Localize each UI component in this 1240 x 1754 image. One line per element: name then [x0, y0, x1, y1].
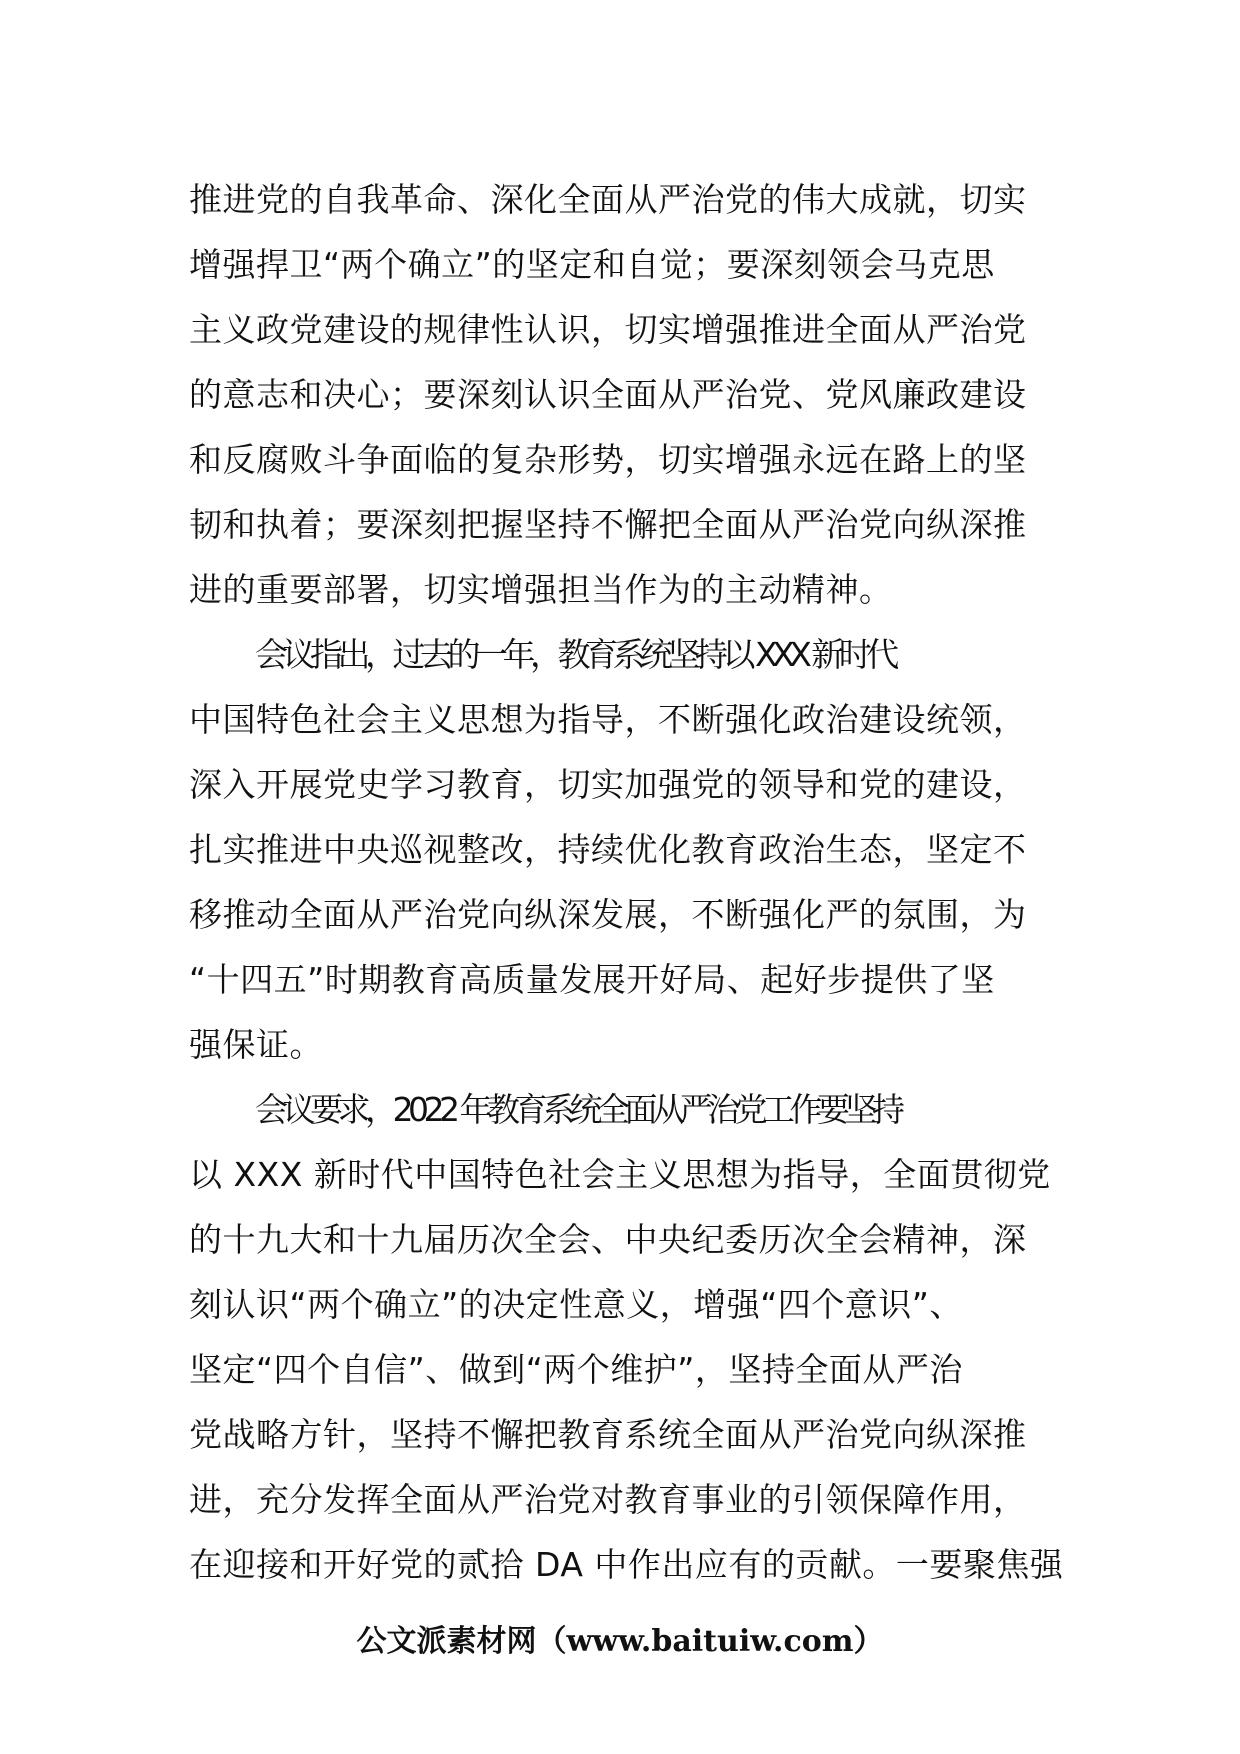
text-line: 移推动全面从严治党向纵深发展，不断强化严的氛围，为: [189, 895, 1027, 934]
text-line: 增强捍卫“两个确立”的坚定和自觉；要深刻领会马克思: [189, 245, 995, 284]
paragraph-start-line: 会议指出，过去的一年，教育系统坚持以 XXX 新时代: [255, 635, 894, 674]
text-line: 坚定“四个自信”、做到“两个维护”，坚持全面从严治: [189, 1350, 963, 1389]
text-line: 深入开展党史学习教育，切实加强党的领导和党的建设，: [189, 765, 1027, 804]
text-line: “十四五”时期教育高质量发展开好局、起好步提供了坚: [189, 960, 995, 999]
text-line: 韧和执着；要深刻把握坚持不懈把全面从严治党向纵深推: [189, 505, 1027, 544]
text-line: 党战略方针，坚持不懈把教育系统全面从严治党向纵深推: [189, 1415, 1027, 1454]
text-line: 主义政党建设的规律性认识，切实增强推进全面从严治党: [189, 310, 1027, 349]
text-line: 的十九大和十九届历次全会、中央纪委历次全会精神，深: [189, 1220, 1027, 1259]
footer-watermark: 公文派素材网（www.baituiw.com）: [356, 1624, 884, 1659]
text-line: 进的重要部署，切实增强担当作为的主动精神。: [189, 570, 893, 609]
text-line: 在迎接和开好党的贰拾 DA 中作出应有的贡献。一要聚焦强: [189, 1545, 1064, 1584]
paragraph-start-line: 会议要求，2022 年教育系统全面从严治党工作要坚持: [255, 1090, 900, 1129]
text-line: 扎实推进中央巡视整改，持续优化教育政治生态，坚定不: [189, 830, 1027, 869]
text-line: 强保证。: [189, 1025, 323, 1064]
text-line: 刻认识“两个确立”的决定性意义，增强“四个意识”、: [189, 1285, 963, 1324]
text-line: 进，充分发挥全面从严治党对教育事业的引领保障作用，: [189, 1480, 1027, 1519]
text-line: 中国特色社会主义思想为指导，不断强化政治建设统领，: [189, 700, 1027, 739]
text-line: 和反腐败斗争面临的复杂形势，切实增强永远在路上的坚: [189, 440, 1027, 479]
text-line: 的意志和决心；要深刻认识全面从严治党、党风廉政建设: [189, 375, 1027, 414]
text-line: 推进党的自我革命、深化全面从严治党的伟大成就，切实: [189, 180, 1027, 219]
text-line: 以 XXX 新时代中国特色社会主义思想为指导，全面贯彻党: [189, 1155, 1051, 1194]
